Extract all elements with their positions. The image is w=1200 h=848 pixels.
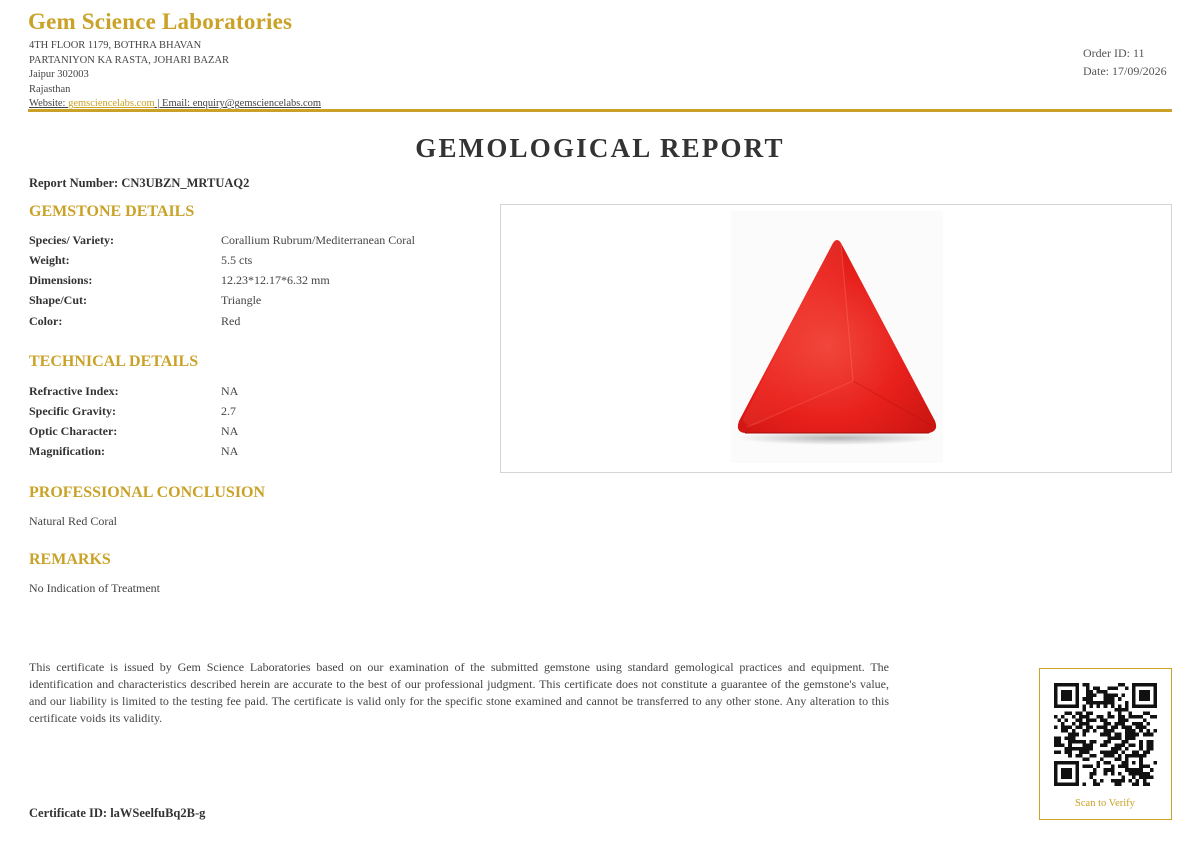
detail-row-weight [29, 253, 489, 273]
address-line: Jaipur 302003 [29, 69, 89, 81]
detail-label: Weight: [29, 253, 70, 267]
red-coral-triangle-image [731, 211, 943, 463]
detail-row-dimensions [29, 273, 489, 293]
report-title: GEMOLOGICAL REPORT [415, 133, 785, 163]
detail-value: Red [221, 314, 241, 328]
remarks-heading: REMARKS [29, 551, 111, 568]
qr-code-icon[interactable] [1054, 683, 1157, 786]
website-link[interactable]: gemsciencelabs.com [68, 98, 155, 110]
qr-verify-box[interactable] [1039, 668, 1172, 820]
detail-row-optic-character [29, 424, 489, 444]
detail-value: NA [221, 424, 239, 438]
email-link[interactable]: enquiry@gemsciencelabs.com [192, 98, 322, 110]
address-line: Rajasthan [29, 83, 71, 95]
conclusion-text: Natural Red Coral [29, 514, 117, 528]
detail-row-species [29, 233, 489, 253]
order-id: Order ID: 11 [1083, 46, 1145, 60]
company-name: Gem Science Laboratories [28, 9, 293, 34]
detail-label: Refractive Index: [29, 384, 119, 398]
detail-value: NA [221, 384, 239, 398]
detail-value: 2.7 [221, 404, 236, 418]
header-divider [28, 109, 1172, 112]
detail-row-shape [29, 293, 489, 313]
report-date: Date: 17/09/2026 [1083, 63, 1167, 78]
detail-value: Triangle [221, 293, 262, 307]
technical-details-heading: TECHNICAL DETAILS [29, 353, 199, 370]
certificate-id: Certificate ID: laWSeelfuBq2B-g [29, 806, 206, 820]
detail-row-color [29, 314, 489, 334]
gemstone-image-frame [500, 204, 1172, 473]
detail-value: 12.23*12.17*6.32 mm [221, 273, 330, 287]
gemstone-details-heading: GEMSTONE DETAILS [29, 203, 195, 220]
conclusion-heading: PROFESSIONAL CONCLUSION [29, 484, 266, 501]
disclaimer-text: This certificate is issued by Gem Science Laboratories based on our examination of the submitted gemstone using standard gemological practices and equipment. The identification and characteristics described herein are accurate to the best of our professional judgment. This certificate does not constitute a guarantee of the gemstone's value, and our liability is limited to the testing fee paid. The certificate is valid only for the specific stone examined and cannot be transferred to any other stone. Any alteration to this certificate voids its validity. [29, 660, 889, 725]
detail-row-specific-gravity [29, 404, 489, 424]
detail-label: Optic Character: [29, 424, 118, 438]
detail-row-refractive-index [29, 384, 489, 404]
detail-value: Corallium Rubrum/Mediterranean Coral [221, 233, 415, 247]
detail-label: Specific Gravity: [29, 404, 116, 418]
detail-label: Species/ Variety: [29, 233, 114, 247]
address-line: 4TH FLOOR 1179, BOTHRA BHAVAN [29, 40, 202, 51]
report-number: Report Number: CN3UBZN_MRTUAQ2 [29, 176, 250, 190]
detail-value: 5.5 cts [221, 253, 253, 267]
website-label: Website: [29, 98, 69, 110]
detail-label: Magnification: [29, 444, 105, 458]
qr-caption: Scan to Verify [1075, 798, 1135, 809]
email-label: | Email: [154, 98, 193, 110]
detail-label: Shape/Cut: [29, 293, 88, 307]
detail-value: NA [221, 444, 239, 458]
company-address [29, 39, 321, 112]
order-info [1083, 45, 1167, 80]
detail-label: Dimensions: [29, 273, 93, 287]
detail-label: Color: [29, 314, 63, 328]
remarks-text: No Indication of Treatment [29, 581, 160, 595]
address-line: PARTANIYON KA RASTA, JOHARI BAZAR [29, 54, 230, 66]
detail-row-magnification [29, 444, 489, 464]
